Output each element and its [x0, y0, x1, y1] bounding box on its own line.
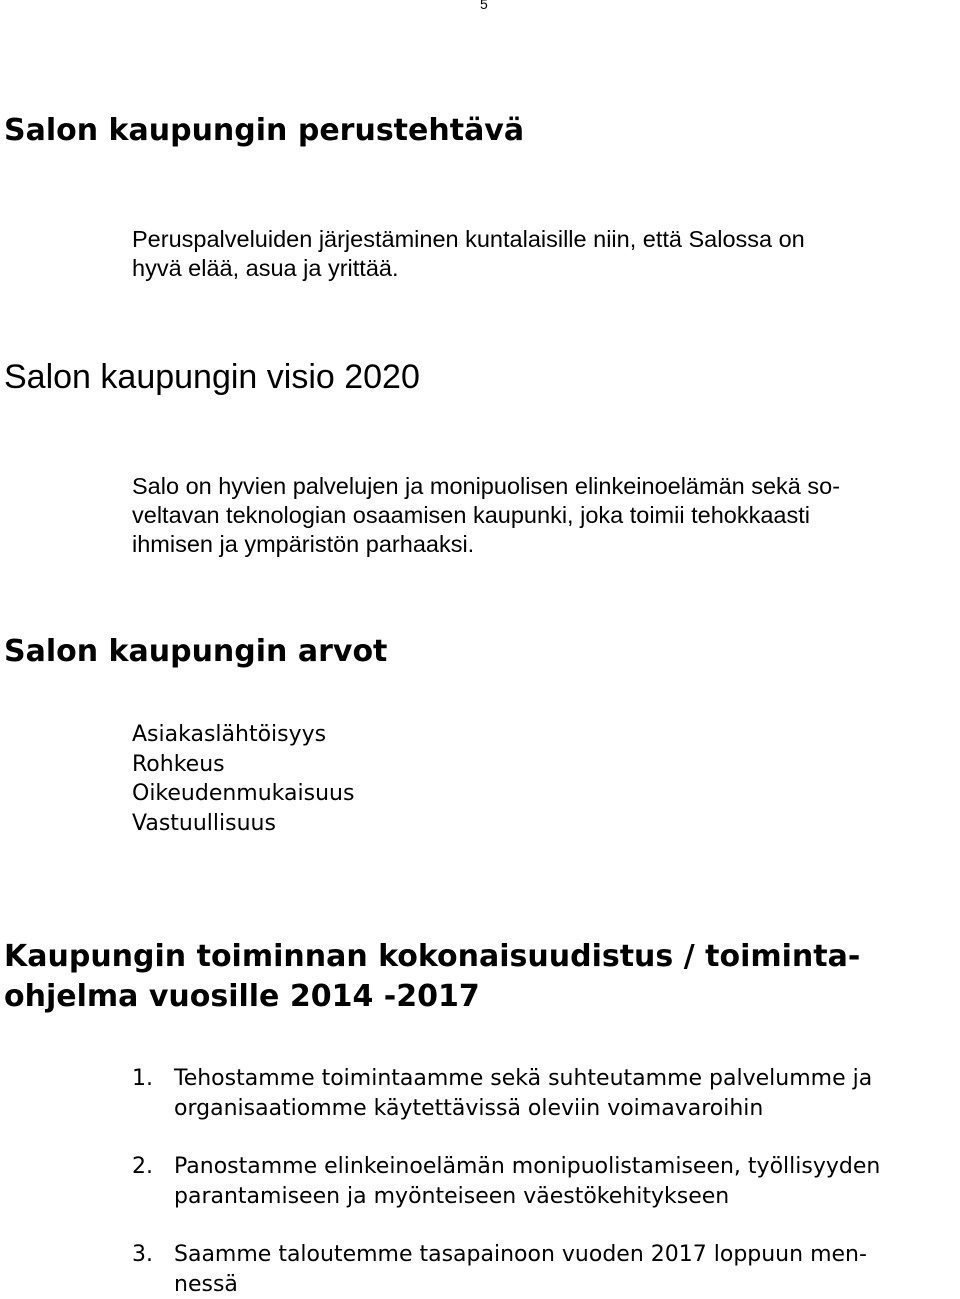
- goal-number: 1.: [132, 1064, 153, 1094]
- page-number: 5: [480, 0, 488, 12]
- value-item: Rohkeus: [132, 750, 354, 780]
- vision-text: [132, 472, 840, 559]
- value-item: Vastuullisuus: [132, 809, 354, 839]
- goal-line: parantamiseen ja myönteiseen väestökehitykseen: [174, 1182, 880, 1212]
- program-heading-line: ohjelma vuosille 2014 -2017: [4, 977, 860, 1017]
- value-item: Asiakaslähtöisyys: [132, 720, 354, 750]
- value-item: Oikeudenmukaisuus: [132, 779, 354, 809]
- vision-line: Salo on hyvien palvelujen ja monipuolisen elinkeinoelämän sekä so-: [132, 472, 840, 501]
- mission-text: [132, 225, 805, 283]
- vision-line: ihmisen ja ympäristön parhaaksi.: [132, 530, 840, 559]
- goal-text: [174, 1240, 867, 1299]
- mission-line: Peruspalveluiden järjestäminen kuntalaisille niin, että Salossa on: [132, 225, 805, 254]
- mission-heading: Salon kaupungin perustehtävä: [4, 111, 524, 151]
- program-heading: [4, 937, 860, 1017]
- goal-number: 3.: [132, 1240, 153, 1270]
- vision-line: veltavan teknologian osaamisen kaupunki, joka toimii tehokkaasti: [132, 501, 840, 530]
- mission-line: hyvä elää, asua ja yrittää.: [132, 254, 805, 283]
- goal-text: [174, 1064, 872, 1123]
- goal-line: organisaatiomme käytettävissä oleviin voimavaroihin: [174, 1094, 872, 1124]
- goal-line: nessä: [174, 1270, 867, 1299]
- goal-number: 2.: [132, 1152, 153, 1182]
- program-heading-line: Kaupungin toiminnan kokonaisuudistus / toiminta-: [4, 937, 860, 977]
- goal-text: [174, 1152, 880, 1211]
- goal-line: Panostamme elinkeinoelämän monipuolistamiseen, työllisyyden: [174, 1152, 880, 1182]
- vision-heading: Salon kaupungin visio 2020: [4, 357, 420, 397]
- goal-line: Saamme taloutemme tasapainoon vuoden 2017 loppuun men-: [174, 1240, 867, 1270]
- goal-line: Tehostamme toimintaamme sekä suhteutamme palvelumme ja: [174, 1064, 872, 1094]
- values-heading: Salon kaupungin arvot: [4, 632, 387, 672]
- values-list: [132, 720, 354, 838]
